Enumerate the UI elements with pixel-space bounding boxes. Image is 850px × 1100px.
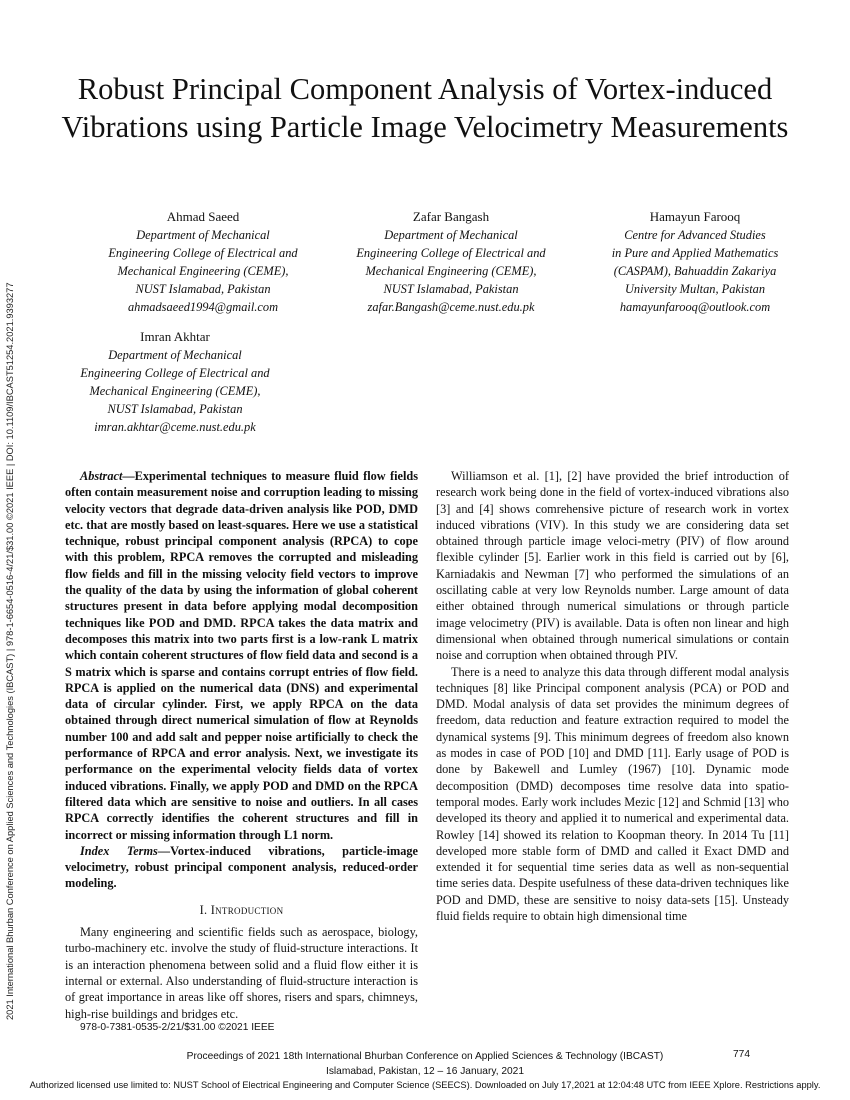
conference-location: Islamabad, Pakistan, 12 – 16 January, 2021 bbox=[325, 1066, 525, 1077]
index-terms-text: —Vortex-induced vibrations, particle-image velocimetry, robust principal component analysis, reduced-order modeling. bbox=[65, 843, 418, 891]
author-name: Ahmad Saeed bbox=[166, 209, 240, 224]
author-email: zafar.Bangash@ceme.nust.edu.pk bbox=[367, 300, 535, 314]
author-affiliation: Centre for Advanced Studies bbox=[624, 228, 766, 242]
section-heading: I. Introduction bbox=[199, 902, 284, 917]
author-block bbox=[78, 208, 328, 316]
abstract-text: —Experimental techniques to measure fluid flow fields often contain measurement noise and corruption leading to missing velocity vectors that degrade data-driven analysis like POD, DMD etc. that are mostly based on least-squares. Here we use a statistical technique, robust principal component analysis (RPCA) to cope with this problem, RPCA removes the corrupted and misleading flow fields and fill in the missing velocity field vectors to improve the quality of the data by using the information of global coherent structures present in data before applying modal decomposition techniques like POD and DMD. RPCA takes the data matrix and decomposes this matrix into two parts first is a low-rank L matrix which contain coherent structures of flow field data and second is a S matrix which is sparse and contains corrupt entries of flow field. RPCA is applied on the numerical data (DNS) and experimental data of circular cylinder. First, we apply RPCA on the data obtained through direct numerical simulation of flow at Reynolds number 100 and add salt and pepper noise artificially to check the performance of RPCA and error analysis. Next, we investigate its performance on the experimental velocity fields data of vortex induced vibrations. Finally, we apply POD and DMD on the RPCA filtered data which are sensitive to noise and outliers. In all cases RPCA correctly identifies the coherent structures and fill in incorrect or missing information through L1 norm. bbox=[65, 469, 418, 842]
author-name: Imran Akhtar bbox=[140, 329, 210, 344]
author-block bbox=[570, 208, 820, 316]
paper-title: Robust Principal Component Analysis of Vortex-induced Vibrations using Particle Image Velocimetry Measurements bbox=[61, 72, 789, 144]
author-affiliation: Engineering College of Electrical and bbox=[80, 366, 270, 380]
copyright-notice: 978-0-7381-0535-2/21/$31.00 ©2021 IEEE bbox=[80, 1022, 275, 1033]
page-number: 774 bbox=[733, 1049, 750, 1060]
author-name: Zafar Bangash bbox=[412, 209, 490, 224]
author-name: Hamayun Farooq bbox=[649, 209, 741, 224]
abstract-label: Abstract bbox=[80, 469, 123, 483]
author-email: hamayunfarooq@outlook.com bbox=[619, 300, 771, 314]
author-affiliation: Mechanical Engineering (CEME), bbox=[365, 264, 537, 278]
author-affiliation: Mechanical Engineering (CEME), bbox=[117, 264, 289, 278]
paragraph: Williamson et al. [1], [2] have provided the brief introduction of research work being done in the field of vortex-induced vibrations also [3] and [4] shows comrehensive picture of research work in vortex induced vibrations (VIV). In this study we are considering data set obtained through particle image veloci-metry (PIV) of flow around flexible cylinder [5]. Earlier work in this field is carried out by [6], Karniadakis and Newman [7] who performed the simulations of an oscillating cable at very low Reynolds number. Large amount of data either obtained through numerical simulations or through particle image velocimetry (PIV) is available. Data is often non linear and high dimensional when obtained through numerical simulations or contain noise and corruption when obtained through PIV. bbox=[436, 469, 789, 663]
author-email: ahmadsaeed1994@gmail.com bbox=[127, 300, 279, 314]
index-terms bbox=[65, 843, 418, 892]
author-affiliation: Engineering College of Electrical and bbox=[108, 246, 298, 260]
author-affiliation: Mechanical Engineering (CEME), bbox=[89, 384, 261, 398]
proceedings-footer: Proceedings of 2021 18th International Bhurban Conference on Applied Sciences & Technology (IBCAST) bbox=[186, 1051, 664, 1062]
author-affiliation: University Multan, Pakistan bbox=[624, 282, 766, 296]
index-terms-label: Index Terms bbox=[80, 843, 158, 858]
author-email: imran.akhtar@ceme.nust.edu.pk bbox=[94, 420, 256, 434]
paragraph: There is a need to analyze this data through different modal analysis techniques [8] like Principal component analysis (PCA) or POD and DMD. Modal analysis of data set provides the minimum degrees of freedom, data reduction and feature extraction required to model the dynamical systems [9]. This minimum degrees of freedom also known as modes in case of POD [10] and DMD [11]. Early usage of POD is done by Bakewell and Lumley (1967) [10]. Dynamic mode decomposition (DMD) decomposes time resolve data into spatio-temporal modes. Early work includes Mezic [12] and Schmid [13] who developed its theory and applied it to numerical and experimental data. Rowley [14] showed its relation to Koopman theory. In 2014 Tu [11] developed more stable form of DMD and called it Exact DMD and extended it for sequential time series data as well as non-sequential time series data. Despite usefulness of these data-driven techniques like POD and DMD, these are sensitive to noisy data-sets [15]. Unsteady fluid fields require to obtain high dimensional time bbox=[436, 664, 789, 924]
author-affiliation: Engineering College of Electrical and bbox=[356, 246, 546, 260]
abstract bbox=[65, 468, 418, 843]
author-affiliation: NUST Islamabad, Pakistan bbox=[135, 282, 271, 296]
author-block bbox=[326, 208, 576, 316]
author-affiliation: (CASPAM), Bahuaddin Zakariya bbox=[613, 264, 777, 278]
license-notice: Authorized licensed use limited to: NUST School of Electrical Engineering and Computer Science (SEECS). Downloaded on July 17,2021 at 12:04:48 UTC from IEEE Xplore. Restrictions apply. bbox=[29, 1080, 821, 1090]
doi-sidebar: 2021 International Bhurban Conference on Applied Sciences and Technologies (IBCAST) | 978-1-6654-0516-4/21/$31.00 ©2021 IEEE | DOI: 10.1109/IBCAST51254.2021.9393277 bbox=[5, 282, 15, 1020]
author-affiliation: Department of Mechanical bbox=[136, 228, 270, 242]
left-column bbox=[65, 468, 418, 1022]
author-affiliation: NUST Islamabad, Pakistan bbox=[383, 282, 519, 296]
author-affiliation: in Pure and Applied Mathematics bbox=[611, 246, 779, 260]
paragraph: Many engineering and scientific fields such as aerospace, biology, turbo-machinery etc. involve the study of fluid-structure interactions. It is an interaction phenomena between solid and a fluid flow either it is internal or external. Also understanding of fluid-structure interaction is of great importance in areas like off shores, risers and spars, chimneys, high-rise buildings and bridges etc. bbox=[65, 925, 418, 1021]
author-affiliation: Department of Mechanical bbox=[384, 228, 518, 242]
author-block bbox=[50, 328, 300, 436]
right-column bbox=[436, 468, 789, 924]
author-affiliation: NUST Islamabad, Pakistan bbox=[107, 402, 243, 416]
author-affiliation: Department of Mechanical bbox=[108, 348, 242, 362]
